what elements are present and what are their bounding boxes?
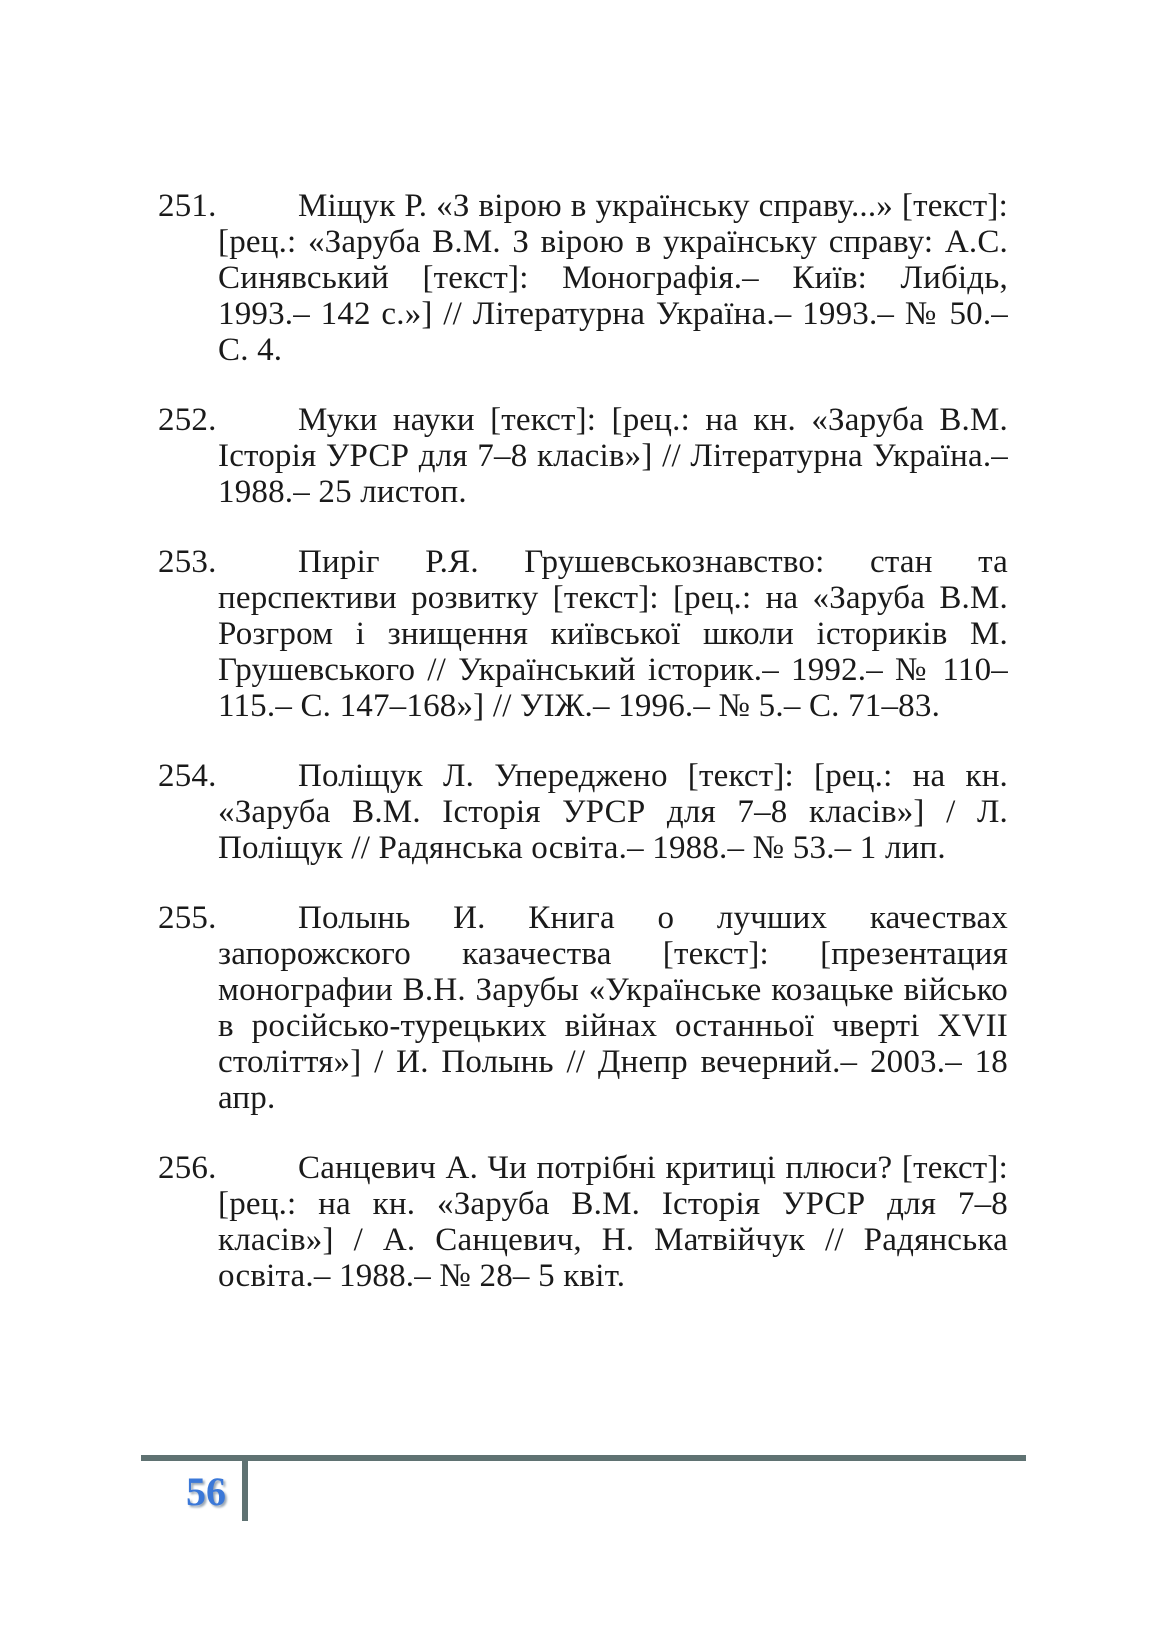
entry-text: Полынь И. Книга о лучших качествах запорожского казачества [текст]: [презентация монографии В.Н. Зарубы «Українське козацьке військо в російсько-турецьких війнах останньої чверті XVII століття»] / И. Полынь // Днепр вечерний.– 2003.– 18 апр. — [218, 900, 1008, 1116]
bibliography-entry-252 — [158, 402, 1008, 510]
bibliography-list — [158, 188, 1008, 1328]
footer-rule — [141, 1455, 1026, 1461]
page-number: 56 — [186, 1469, 226, 1514]
entry-number: 253. — [158, 544, 217, 580]
entry-number: 251. — [158, 188, 217, 224]
entry-text: Міщук Р. «З вірою в українську справу...» [текст]: [рец.: «Заруба В.М. З вірою в українську справу: А.С. Синявський [текст]: Монографія.– Київ: Либідь, 1993.– 142 с.»] // Літературна Україна.– 1993.– № 50.– С. 4. — [218, 188, 1008, 368]
bibliography-entry-253 — [158, 544, 1008, 724]
entry-number: 256. — [158, 1150, 217, 1186]
bibliography-entry-254 — [158, 758, 1008, 866]
bibliography-entry-251 — [158, 188, 1008, 368]
footer-divider — [242, 1455, 248, 1521]
bibliography-entry-255 — [158, 900, 1008, 1116]
entry-text: Пиріг Р.Я. Грушевськознавство: стан та перспективи розвитку [текст]: [рец.: на «Заруба В.М. Розгром і знищення київської школи істориків М. Грушевського // Український історик.– 1992.– № 110–115.– С. 147–168»] // УІЖ.– 1996.– № 5.– С. 71–83. — [218, 544, 1008, 724]
entry-number: 252. — [158, 402, 217, 438]
entry-text: Муки науки [текст]: [рец.: на кн. «Заруба В.М. Історія УРСР для 7–8 класів»] // Літературна Україна.– 1988.– 25 листоп. — [218, 402, 1008, 510]
entry-number: 255. — [158, 900, 217, 936]
entry-text: Поліщук Л. Упереджено [текст]: [рец.: на кн. «Заруба В.М. Історія УРСР для 7–8 класів»] / Л. Поліщук // Радянська освіта.– 1988.– № 53.– 1 лип. — [218, 758, 1008, 866]
entry-text: Санцевич А. Чи потрібні критиці плюси? [текст]: [рец.: на кн. «Заруба В.М. Історія УРСР для 7–8 класів»] / А. Санцевич, Н. Матвійчук // Радянська освіта.– 1988.– № 28– 5 квіт. — [218, 1150, 1008, 1294]
bibliography-entry-256 — [158, 1150, 1008, 1294]
entry-number: 254. — [158, 758, 217, 794]
